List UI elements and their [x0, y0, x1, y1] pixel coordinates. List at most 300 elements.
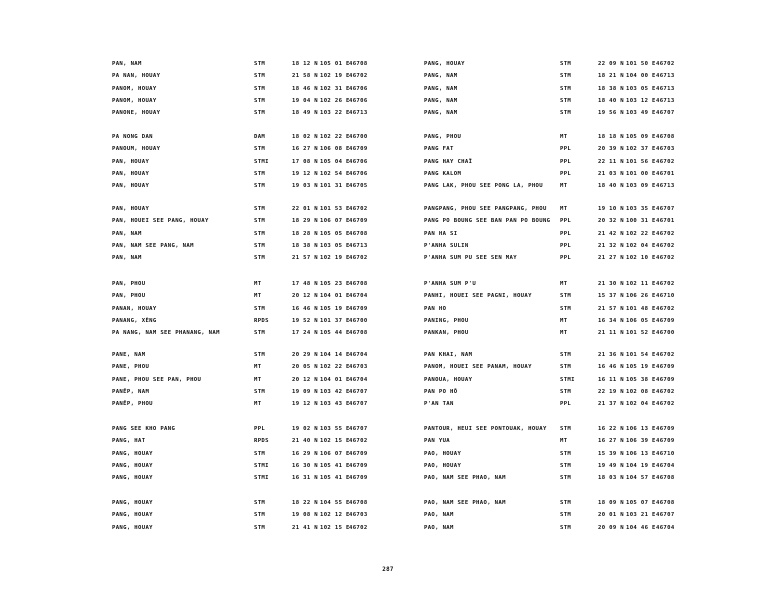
feature-code: STM — [254, 388, 266, 395]
place-name: PA NONG DAN — [112, 134, 153, 140]
map-sheet: 46709 — [656, 376, 675, 383]
map-sheet: 46703 — [349, 512, 368, 519]
feature-code: PPL — [254, 426, 266, 432]
place-name: PANG, HOUAY — [112, 512, 153, 519]
place-name: PANG PO BOUNG SEE BAN PAN PO BOUNG — [424, 218, 551, 225]
feature-code: MT — [560, 206, 568, 212]
map-sheet: 46706 — [349, 170, 368, 177]
latitude: 19 56 N — [598, 110, 625, 117]
latitude: 19 49 N — [598, 462, 625, 469]
place-name: PAN, NAM — [112, 61, 142, 67]
latitude: 19 12 N — [292, 170, 319, 177]
map-sheet: 46702 — [349, 255, 368, 262]
latitude: 21 58 N — [292, 73, 319, 80]
longitude: 106 07 E — [320, 218, 350, 225]
place-name: PAN YUA — [424, 438, 451, 445]
feature-code: MT — [254, 293, 262, 300]
latitude: 16 34 N — [598, 317, 625, 324]
map-sheet: 46704 — [656, 462, 675, 469]
feature-code: STM — [560, 524, 572, 531]
longitude: 102 37 E — [626, 146, 656, 153]
map-sheet: 46702 — [349, 524, 368, 531]
latitude: 18 02 N — [292, 134, 319, 140]
longitude: 103 55 E — [320, 426, 350, 432]
latitude: 18 12 N — [292, 61, 319, 67]
latitude: 21 40 N — [292, 438, 319, 445]
map-sheet: 46702 — [656, 255, 675, 262]
longitude: 101 53 E — [320, 206, 350, 212]
longitude: 104 19 E — [626, 462, 656, 469]
feature-code: STM — [254, 450, 266, 457]
place-name: PANONE, HOUAY — [112, 110, 161, 117]
latitude: 18 03 N — [598, 475, 625, 482]
latitude: 19 08 N — [292, 512, 319, 519]
longitude: 104 00 E — [626, 73, 656, 80]
map-sheet: 46707 — [656, 512, 675, 519]
latitude: 21 03 N — [598, 170, 625, 177]
place-name: PANE, PHOU SEE PAN, PHOU — [112, 376, 202, 383]
place-name: PANANG, XÈNG — [112, 317, 157, 324]
place-name: PAO, NAM SEE PHAO, NAM — [424, 500, 506, 506]
latitude: 20 39 N — [598, 146, 625, 153]
feature-code: STM — [254, 110, 266, 117]
feature-code: PPL — [560, 401, 572, 408]
latitude: 18 28 N — [292, 230, 319, 237]
map-sheet: 46708 — [656, 475, 675, 482]
longitude: 103 12 E — [626, 97, 656, 104]
map-sheet: 46700 — [349, 317, 368, 324]
longitude: 105 09 E — [626, 134, 656, 140]
longitude: 104 01 E — [320, 376, 350, 383]
latitude: 16 27 N — [598, 438, 625, 445]
latitude: 22 19 N — [598, 388, 625, 395]
longitude: 100 31 E — [626, 218, 656, 225]
longitude: 102 10 E — [626, 255, 656, 262]
longitude: 105 19 E — [320, 305, 350, 312]
feature-code: MT — [254, 401, 262, 408]
feature-code: STM — [254, 170, 266, 177]
map-sheet: 46708 — [349, 500, 368, 506]
latitude: 16 46 N — [292, 305, 319, 312]
place-name: PAN, HOUAY — [112, 183, 150, 190]
longitude: 102 31 E — [320, 85, 350, 92]
place-name: PAN, HOUEI SEE PANG, HOUAY — [112, 218, 209, 225]
map-sheet: 46700 — [656, 330, 675, 337]
place-name: PAO, NAM — [424, 512, 454, 519]
place-name: PANG, HOUAY — [424, 61, 465, 67]
map-sheet: 46705 — [349, 183, 368, 190]
map-sheet: 46713 — [656, 97, 675, 104]
longitude: 105 05 E — [320, 230, 350, 237]
latitude: 21 11 N — [598, 330, 625, 337]
feature-code: STM — [254, 352, 266, 358]
latitude: 19 12 N — [292, 401, 319, 408]
map-sheet: 46708 — [656, 500, 675, 506]
map-sheet: 46713 — [656, 85, 675, 92]
place-name: PA NAN, HOUAY — [112, 73, 161, 80]
longitude: 102 22 E — [320, 134, 350, 140]
feature-code: STM — [560, 462, 572, 469]
latitude: 21 27 N — [598, 255, 625, 262]
latitude: 21 37 N — [598, 401, 625, 408]
place-name: PANG KALOM — [424, 170, 462, 177]
feature-code: STM — [560, 97, 572, 104]
latitude: 21 42 N — [598, 230, 625, 237]
place-name: PANG LAK, PHOU SEE PONG LA, PHOU — [424, 183, 543, 190]
latitude: 17 24 N — [292, 330, 319, 337]
place-name: PAN KHAI, NAM — [424, 352, 473, 358]
feature-code: STM — [560, 352, 572, 358]
place-name: PAN, HOUAY — [112, 170, 150, 177]
place-name: PANÊP, NAM — [112, 388, 150, 395]
map-sheet: 46702 — [656, 230, 675, 237]
longitude: 104 01 E — [320, 293, 350, 300]
map-sheet: 46708 — [349, 281, 368, 287]
place-name: PANTOUR, HEUI SEE PONTOUAK, HOUAY — [424, 426, 547, 432]
feature-code: STM — [254, 85, 266, 92]
place-name: PAN, NAM SEE PANG, NAM — [112, 242, 194, 249]
longitude: 102 22 E — [626, 230, 656, 237]
map-sheet: 46703 — [349, 364, 368, 371]
map-sheet: 46706 — [349, 85, 368, 92]
place-name: PANG, PHOU — [424, 134, 462, 140]
longitude: 103 21 E — [626, 512, 656, 519]
place-name: PANG SEE KHO PANG — [112, 426, 176, 432]
feature-code: STM — [560, 61, 572, 67]
feature-code: MT — [560, 438, 568, 445]
longitude: 102 19 E — [320, 73, 350, 80]
place-name: PANÊP, PHOU — [112, 401, 153, 408]
longitude: 105 04 E — [320, 158, 350, 165]
longitude: 102 04 E — [626, 242, 656, 249]
place-name: PANG, NAM — [424, 110, 458, 117]
map-sheet: 46707 — [349, 401, 368, 408]
place-name: PAN, HOUAY — [112, 206, 150, 212]
place-name: PAN PO HÔ — [424, 388, 458, 395]
feature-code: STM — [560, 85, 572, 92]
feature-code: MT — [560, 317, 568, 324]
longitude: 102 19 E — [320, 255, 350, 262]
longitude: 102 22 E — [320, 364, 350, 371]
map-sheet: 46708 — [349, 230, 368, 237]
feature-code: PPL — [560, 158, 572, 165]
latitude: 18 40 N — [598, 97, 625, 104]
feature-code: MT — [560, 183, 568, 190]
longitude: 105 44 E — [320, 330, 350, 337]
map-sheet: 46709 — [349, 475, 368, 482]
map-sheet: 46709 — [349, 218, 368, 225]
longitude: 103 43 E — [320, 401, 350, 408]
map-sheet: 46709 — [656, 317, 675, 324]
map-sheet: 46713 — [349, 242, 368, 249]
longitude: 101 54 E — [626, 352, 656, 358]
place-name: PANHI, HOUEI SEE PAGNI, HOUAY — [424, 293, 532, 300]
longitude: 105 23 E — [320, 281, 350, 287]
feature-code: STM — [560, 364, 572, 371]
place-name: PAO, HOUAY — [424, 450, 462, 457]
place-name: PANG, NAM — [424, 73, 458, 80]
latitude: 16 27 N — [292, 146, 319, 153]
map-sheet: 46701 — [656, 218, 675, 225]
map-sheet: 46709 — [349, 450, 368, 457]
feature-code: STM — [254, 218, 266, 225]
place-name: PAN HA SI — [424, 230, 458, 237]
longitude: 103 22 E — [320, 110, 350, 117]
longitude: 102 04 E — [626, 401, 656, 408]
map-sheet: 46707 — [349, 426, 368, 432]
feature-code: STM — [254, 242, 266, 249]
latitude: 21 36 N — [598, 352, 625, 358]
map-sheet: 46702 — [656, 401, 675, 408]
latitude: 19 02 N — [292, 426, 319, 432]
map-sheet: 46702 — [349, 438, 368, 445]
place-name: P'ANHA SULIN — [424, 242, 469, 249]
feature-code: STM — [560, 293, 572, 300]
longitude: 102 12 E — [320, 512, 350, 519]
feature-code: STM — [560, 512, 572, 519]
latitude: 15 37 N — [598, 293, 625, 300]
latitude: 18 38 N — [598, 85, 625, 92]
longitude: 101 00 E — [626, 170, 656, 177]
longitude: 101 48 E — [626, 305, 656, 312]
latitude: 18 22 N — [292, 500, 319, 506]
place-name: PAO, NAM SEE PHAO, NAM — [424, 475, 506, 482]
map-sheet: 46702 — [656, 61, 675, 67]
map-sheet: 46707 — [656, 110, 675, 117]
feature-code: STMI — [560, 376, 575, 383]
latitude: 22 09 N — [598, 61, 625, 67]
longitude: 102 08 E — [626, 388, 656, 395]
place-name: PAO, NAM — [424, 524, 454, 531]
longitude: 105 38 E — [626, 376, 656, 383]
place-name: PANING, PHOU — [424, 317, 469, 324]
latitude: 18 46 N — [292, 85, 319, 92]
place-name: PANG HAY CHAÏ — [424, 158, 473, 165]
latitude: 19 09 N — [292, 388, 319, 395]
map-sheet: 46708 — [656, 134, 675, 140]
longitude: 103 05 E — [626, 85, 656, 92]
latitude: 20 12 N — [292, 293, 319, 300]
map-sheet: 46713 — [656, 183, 675, 190]
feature-code: STM — [254, 230, 266, 237]
feature-code: STM — [560, 110, 572, 117]
map-sheet: 46709 — [656, 426, 675, 432]
longitude: 102 26 E — [320, 97, 350, 104]
map-sheet: 46713 — [656, 73, 675, 80]
longitude: 105 07 E — [626, 500, 656, 506]
map-sheet: 46706 — [349, 97, 368, 104]
place-name: PANOUM, HOUAY — [112, 146, 161, 153]
longitude: 104 55 E — [320, 500, 350, 506]
place-name: PAN, NAM — [112, 230, 142, 237]
longitude: 105 41 E — [320, 475, 350, 482]
longitude: 104 57 E — [626, 475, 656, 482]
latitude: 15 39 N — [598, 450, 625, 457]
place-name: PANG, NAM — [424, 97, 458, 104]
place-name: PANG, HAT — [112, 438, 146, 445]
feature-code: MT — [560, 330, 568, 337]
longitude: 102 15 E — [320, 438, 350, 445]
place-name: PANG, NAM — [424, 85, 458, 92]
feature-code: STM — [254, 73, 266, 80]
latitude: 18 29 N — [292, 218, 319, 225]
place-name: PANAN, HOUAY — [112, 305, 157, 312]
latitude: 18 40 N — [598, 183, 625, 190]
map-sheet: 46704 — [656, 524, 675, 531]
feature-code: MT — [254, 376, 262, 383]
feature-code: STM — [560, 388, 572, 395]
place-name: P'AN TAN — [424, 401, 454, 408]
longitude: 101 37 E — [320, 317, 350, 324]
latitude: 18 38 N — [292, 242, 319, 249]
map-sheet: 46702 — [656, 242, 675, 249]
longitude: 106 39 E — [626, 438, 656, 445]
longitude: 103 42 E — [320, 388, 350, 395]
latitude: 16 22 N — [598, 426, 625, 432]
place-name: PANG, HOUAY — [112, 500, 153, 506]
feature-code: STM — [254, 206, 266, 212]
map-sheet: 46707 — [349, 388, 368, 395]
latitude: 16 30 N — [292, 462, 319, 469]
place-name: PANOM, HOUEI SEE PANAM, HOUAY — [424, 364, 532, 371]
feature-code: MT — [560, 134, 568, 140]
latitude: 19 03 N — [292, 183, 319, 190]
longitude: 105 19 E — [626, 364, 656, 371]
longitude: 102 15 E — [320, 524, 350, 531]
longitude: 106 05 E — [626, 317, 656, 324]
feature-code: STM — [254, 524, 266, 531]
map-sheet: 46708 — [349, 330, 368, 337]
latitude: 16 31 N — [292, 475, 319, 482]
place-name: PANG, HOUAY — [112, 475, 153, 482]
longitude: 103 09 E — [626, 183, 656, 190]
longitude: 104 14 E — [320, 352, 350, 358]
place-name: PANOM, HOUAY — [112, 97, 157, 104]
latitude: 20 01 N — [598, 512, 625, 519]
place-name: P'ANHA SUM P'U — [424, 281, 477, 287]
map-sheet: 46704 — [349, 376, 368, 383]
place-name: PAN, NAM — [112, 255, 142, 262]
latitude: 21 32 N — [598, 242, 625, 249]
latitude: 22 11 N — [598, 158, 625, 165]
latitude: 17 08 N — [292, 158, 319, 165]
feature-code: STM — [560, 475, 572, 482]
place-name: PANG, HOUAY — [112, 450, 153, 457]
latitude: 20 05 N — [292, 364, 319, 371]
feature-code: STM — [254, 330, 266, 337]
place-name: PANOM, HOUAY — [112, 85, 157, 92]
map-sheet: 46702 — [656, 305, 675, 312]
map-sheet: 46710 — [656, 450, 675, 457]
feature-code: PPL — [560, 242, 572, 249]
place-name: PANKAN, PHOU — [424, 330, 469, 337]
map-sheet: 46702 — [656, 352, 675, 358]
latitude: 20 12 N — [292, 376, 319, 383]
map-sheet: 46702 — [656, 388, 675, 395]
feature-code: STM — [254, 305, 266, 312]
feature-code: STM — [560, 500, 572, 506]
map-sheet: 46713 — [349, 110, 368, 117]
place-name: PAN, PHOU — [112, 293, 146, 300]
feature-code: DAM — [254, 134, 266, 140]
map-sheet: 46706 — [349, 158, 368, 165]
longitude: 104 46 E — [626, 524, 656, 531]
feature-code: STM — [560, 73, 572, 80]
map-sheet: 46702 — [349, 206, 368, 212]
feature-code: PPL — [560, 170, 572, 177]
latitude: 20 29 N — [292, 352, 319, 358]
feature-code: PPL — [560, 230, 572, 237]
latitude: 20 32 N — [598, 218, 625, 225]
longitude: 101 50 E — [626, 61, 656, 67]
feature-code: STM — [560, 305, 572, 312]
map-sheet: 46709 — [349, 146, 368, 153]
latitude: 19 52 N — [292, 317, 319, 324]
place-name: PAN, PHOU — [112, 281, 146, 287]
latitude: 18 09 N — [598, 500, 625, 506]
place-name: PANG, HOUAY — [112, 524, 153, 531]
longitude: 106 13 E — [626, 426, 656, 432]
longitude: 106 13 E — [626, 450, 656, 457]
place-name: PAN HO — [424, 305, 447, 312]
longitude: 101 56 E — [626, 158, 656, 165]
feature-code: STM — [254, 146, 266, 153]
place-name: PANGPANG, PHOU SEE PANGPANG, PHOU — [424, 206, 547, 212]
map-sheet: 46704 — [349, 352, 368, 358]
latitude: 16 46 N — [598, 364, 625, 371]
latitude: 19 04 N — [292, 97, 319, 104]
longitude: 103 49 E — [626, 110, 656, 117]
longitude: 106 07 E — [320, 450, 350, 457]
map-sheet: 46709 — [349, 462, 368, 469]
longitude: 102 11 E — [626, 281, 656, 287]
feature-code: RPDS — [254, 438, 269, 445]
map-sheet: 46702 — [349, 73, 368, 80]
map-sheet: 46700 — [349, 134, 368, 140]
place-name: PAO, HOUAY — [424, 462, 462, 469]
feature-code: MT — [560, 281, 568, 287]
feature-code: STM — [254, 500, 266, 506]
latitude: 17 48 N — [292, 281, 319, 287]
map-sheet: 46703 — [656, 146, 675, 153]
latitude: 20 09 N — [598, 524, 625, 531]
longitude: 106 26 E — [626, 293, 656, 300]
latitude: 21 57 N — [292, 255, 319, 262]
place-name: PANOUA, HOUAY — [424, 376, 473, 383]
map-sheet: 46708 — [349, 61, 368, 67]
feature-code: STM — [560, 426, 572, 432]
feature-code: PPL — [560, 218, 572, 225]
feature-code: STM — [254, 183, 266, 190]
longitude: 106 08 E — [320, 146, 350, 153]
place-name: PANG FAT — [424, 146, 454, 153]
longitude: 101 31 E — [320, 183, 350, 190]
place-name: PA NANG, NAM SEE PHANANG, NAM — [112, 330, 220, 337]
map-sheet: 46707 — [656, 206, 675, 212]
latitude: 22 01 N — [292, 206, 319, 212]
feature-code: STMI — [254, 158, 269, 165]
latitude: 18 21 N — [598, 73, 625, 80]
feature-code: RPDS — [254, 317, 269, 324]
feature-code: STM — [254, 512, 266, 519]
longitude: 103 35 E — [626, 206, 656, 212]
page-number: 287 — [382, 567, 394, 573]
feature-code: PPL — [560, 146, 572, 153]
place-name: PANE, NAM — [112, 352, 146, 358]
map-sheet: 46704 — [349, 293, 368, 300]
longitude: 105 01 E — [320, 61, 350, 67]
place-name: PAN, HOUAY — [112, 158, 150, 165]
